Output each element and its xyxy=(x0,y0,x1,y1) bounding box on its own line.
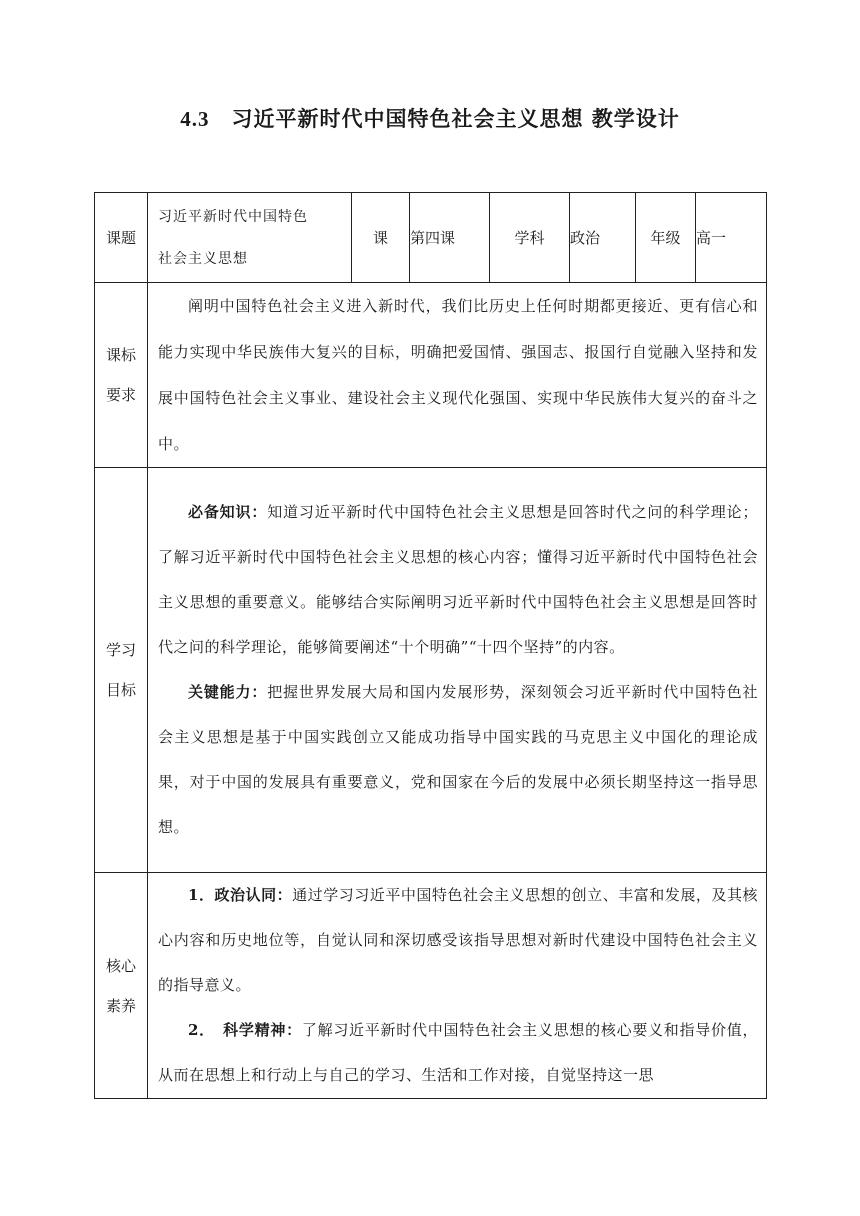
curriculum-label-line2: 要求 xyxy=(105,386,136,404)
curriculum-row xyxy=(95,283,767,468)
topic-value-line1: 习近平新时代中国特色 xyxy=(158,208,308,225)
literacy-item2 xyxy=(148,1008,766,1098)
literacy-item1-title: 1．政治认同： xyxy=(188,886,293,904)
literacy-content xyxy=(148,873,767,1099)
objectives-label xyxy=(95,468,148,873)
knowledge-title: 必备知识： xyxy=(188,503,268,521)
objectives-row xyxy=(95,468,767,873)
knowledge-text: 知道习近平新时代中国特色社会主义思想是回答时代之问的科学理论；了解习近平新时代中国特色社会主义思想的核心内容；懂得习近平新时代中国特色社会主义思想的重要意义。能够结合实际阐明习近平新时代中国特色社会主义思想是回答时代之问的科学理论，能够简要阐述“十个明确”“十四个坚持”的内容。 xyxy=(158,503,758,656)
header-row xyxy=(95,193,767,283)
subject-label: 学科 xyxy=(490,193,570,283)
ability-paragraph xyxy=(148,670,766,850)
topic-value-line2: 社会主义思想 xyxy=(158,250,248,267)
lesson-label: 课 xyxy=(352,193,410,283)
curriculum-content xyxy=(148,283,767,468)
lesson-plan-table xyxy=(94,192,767,1099)
ability-title: 关键能力： xyxy=(188,683,268,701)
literacy-label xyxy=(95,873,148,1099)
ability-text: 把握世界发展大局和国内发展形势，深刻领会习近平新时代中国特色社会主义思想是基于中国实践创立又能成功指导中国实践的马克思主义中国化的理论成果，对于中国的发展具有重要意义，党和国家在今后的发展中必须长期坚持这一指导思想。 xyxy=(158,683,758,836)
objectives-label-line2: 目标 xyxy=(105,681,136,699)
curriculum-label xyxy=(95,283,148,468)
document-title xyxy=(0,103,860,133)
literacy-label-line2: 素养 xyxy=(105,996,136,1015)
literacy-label-line1: 核心 xyxy=(105,956,136,975)
lesson-value: 第四课 xyxy=(410,193,490,283)
literacy-item1-text: 通过学习习近平中国特色社会主义思想的创立、丰富和发展，及其核心内容和历史地位等，自觉认同和深切感受该指导思想对新时代建设中国特色社会主义的指导意义。 xyxy=(158,886,758,994)
grade-label: 年级 xyxy=(636,193,696,283)
title-text: 习近平新时代中国特色社会主义思想 教学设计 xyxy=(231,106,680,131)
literacy-item2-title: 2． 科学精神： xyxy=(188,1021,302,1039)
objectives-label-line1: 学习 xyxy=(105,641,136,659)
knowledge-paragraph xyxy=(148,490,766,670)
topic-label: 课题 xyxy=(95,193,148,283)
grade-value: 高一 xyxy=(696,193,767,283)
literacy-item2-text: 了解习近平新时代中国特色社会主义思想的核心要义和指导价值，从而在思想上和行动上与自己的学习、生活和工作对接，自觉坚持这一思 xyxy=(158,1021,758,1084)
curriculum-label-line1: 课标 xyxy=(105,346,136,364)
literacy-row xyxy=(95,873,767,1099)
topic-value xyxy=(148,193,352,283)
title-number: 4.3 xyxy=(180,107,210,131)
subject-value: 政治 xyxy=(570,193,636,283)
literacy-item1 xyxy=(148,873,766,1008)
objectives-content xyxy=(148,468,767,873)
curriculum-text: 阐明中国特色社会主义进入新时代，我们比历史上任何时期都更接近、更有信心和能力实现中华民族伟大复兴的目标，明确把爱国情、强国志、报国行自觉融入坚持和发展中国特色社会主义事业、建设社会主义现代化强国、实现中华民族伟大复兴的奋斗之中。 xyxy=(158,297,758,453)
